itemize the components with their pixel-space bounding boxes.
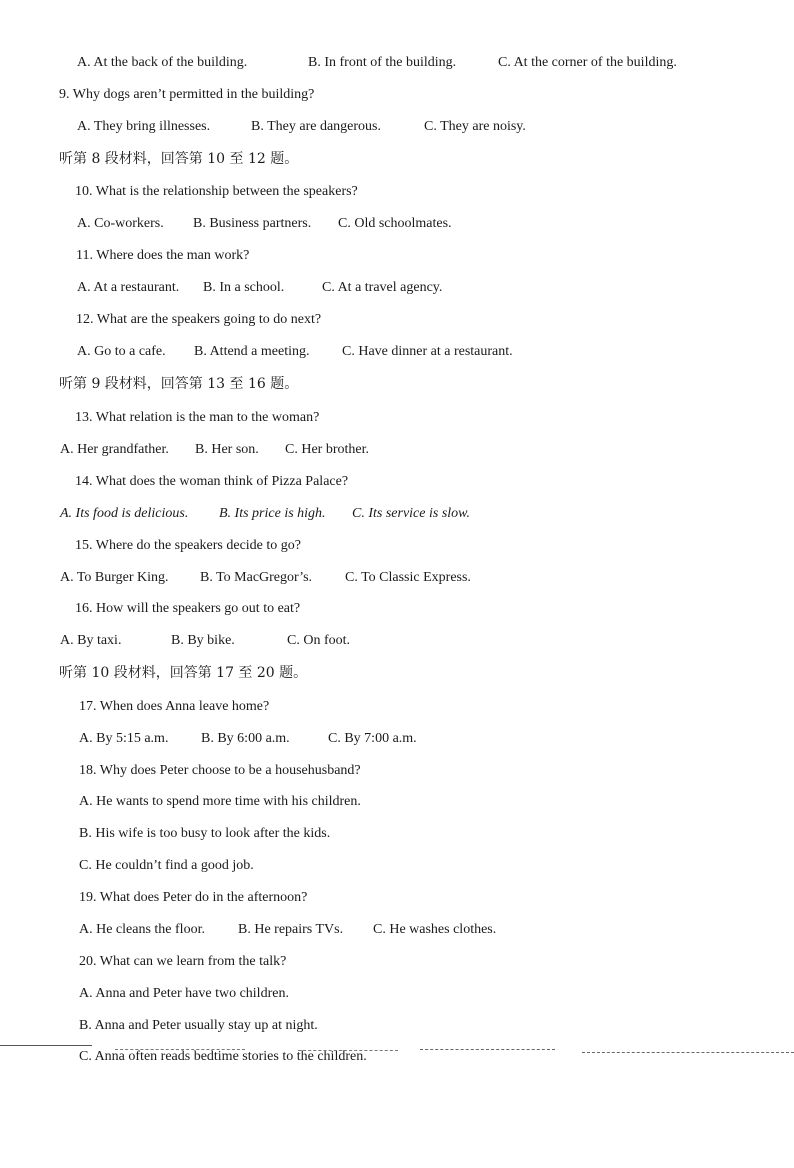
- q20-question: 20. What can we learn from the talk?: [79, 954, 287, 969]
- q12-question: 12. What are the speakers going to do next?: [76, 312, 322, 327]
- section-9-heading: 听第 9 段材料，回答第 13 至 16 题。: [59, 376, 299, 392]
- q14-question: 14. What does the woman think of Pizza Palace?: [75, 474, 349, 489]
- q13-option-c: C. Her brother.: [285, 442, 369, 457]
- q18-option-b: B. His wife is too busy to look after the kids.: [79, 826, 331, 841]
- q17-option-c: C. By 7:00 a.m.: [328, 731, 417, 746]
- q19-option-c: C. He washes clothes.: [373, 922, 497, 937]
- q9-option-b: B. They are dangerous.: [251, 119, 381, 134]
- q10-option-b: B. Business partners.: [193, 216, 312, 231]
- q18-option-a: A. He wants to spend more time with his children.: [79, 794, 361, 809]
- q15-option-c: C. To Classic Express.: [345, 570, 471, 585]
- q14-option-a: A. Its food is delicious.: [60, 506, 189, 521]
- scan-fold-line-right: [420, 1049, 555, 1050]
- q12-option-a: A. Go to a cafe.: [77, 344, 166, 359]
- q18-question: 18. Why does Peter choose to be a househusband?: [79, 763, 361, 778]
- q12-option-b: B. Attend a meeting.: [194, 344, 310, 359]
- q19-option-a: A. He cleans the floor.: [79, 922, 205, 937]
- q17-option-a: A. By 5:15 a.m.: [79, 731, 169, 746]
- q11-option-a: A. At a restaurant.: [77, 280, 180, 295]
- q20-option-a: A. Anna and Peter have two children.: [79, 986, 289, 1001]
- q11-option-c: C. At a travel agency.: [322, 280, 443, 295]
- q8-option-b: B. In front of the building.: [308, 55, 457, 70]
- q10-option-a: A. Co-workers.: [77, 216, 164, 231]
- q11-question: 11. Where does the man work?: [76, 248, 250, 263]
- q16-question: 16. How will the speakers go out to eat?: [75, 601, 301, 616]
- scan-fold-line-far-right: [582, 1052, 794, 1053]
- q9-option-c: C. They are noisy.: [424, 119, 526, 134]
- section-10-heading: 听第 10 段材料，回答第 17 至 20 题。: [59, 665, 308, 681]
- scan-fold-line-mid: [115, 1049, 245, 1050]
- section-8-heading: 听第 8 段材料，回答第 10 至 12 题。: [59, 151, 299, 167]
- q18-option-c: C. He couldn’t find a good job.: [79, 858, 254, 873]
- q19-option-b: B. He repairs TVs.: [238, 922, 344, 937]
- q15-option-a: A. To Burger King.: [60, 570, 169, 585]
- scan-fold-line-mid-2: [298, 1050, 398, 1051]
- q9-question: 9. Why dogs aren’t permitted in the building?: [59, 87, 315, 102]
- q16-option-b: B. By bike.: [171, 633, 235, 648]
- q16-option-c: C. On foot.: [287, 633, 350, 648]
- q10-question: 10. What is the relationship between the speakers?: [75, 184, 358, 199]
- q16-option-a: A. By taxi.: [60, 633, 122, 648]
- q8-option-a: A. At the back of the building.: [77, 55, 248, 70]
- q19-question: 19. What does Peter do in the afternoon?: [79, 890, 308, 905]
- q12-option-c: C. Have dinner at a restaurant.: [342, 344, 513, 359]
- scan-fold-line-left: [0, 1045, 92, 1046]
- q13-option-a: A. Her grandfather.: [60, 442, 169, 457]
- q13-option-b: B. Her son.: [195, 442, 259, 457]
- q15-question: 15. Where do the speakers decide to go?: [75, 538, 301, 553]
- q11-option-b: B. In a school.: [203, 280, 285, 295]
- q17-question: 17. When does Anna leave home?: [79, 699, 270, 714]
- q15-option-b: B. To MacGregor’s.: [200, 570, 313, 585]
- q17-option-b: B. By 6:00 a.m.: [201, 731, 290, 746]
- q20-option-c: C. Anna often reads bedtime stories to the children.: [79, 1049, 367, 1064]
- q10-option-c: C. Old schoolmates.: [338, 216, 452, 231]
- q9-option-a: A. They bring illnesses.: [77, 119, 211, 134]
- q8-option-c: C. At the corner of the building.: [498, 55, 677, 70]
- q20-option-b: B. Anna and Peter usually stay up at night.: [79, 1018, 318, 1033]
- q13-question: 13. What relation is the man to the woman?: [75, 410, 320, 425]
- q14-option-c: C. Its service is slow.: [352, 506, 470, 521]
- q14-option-b: B. Its price is high.: [219, 506, 326, 521]
